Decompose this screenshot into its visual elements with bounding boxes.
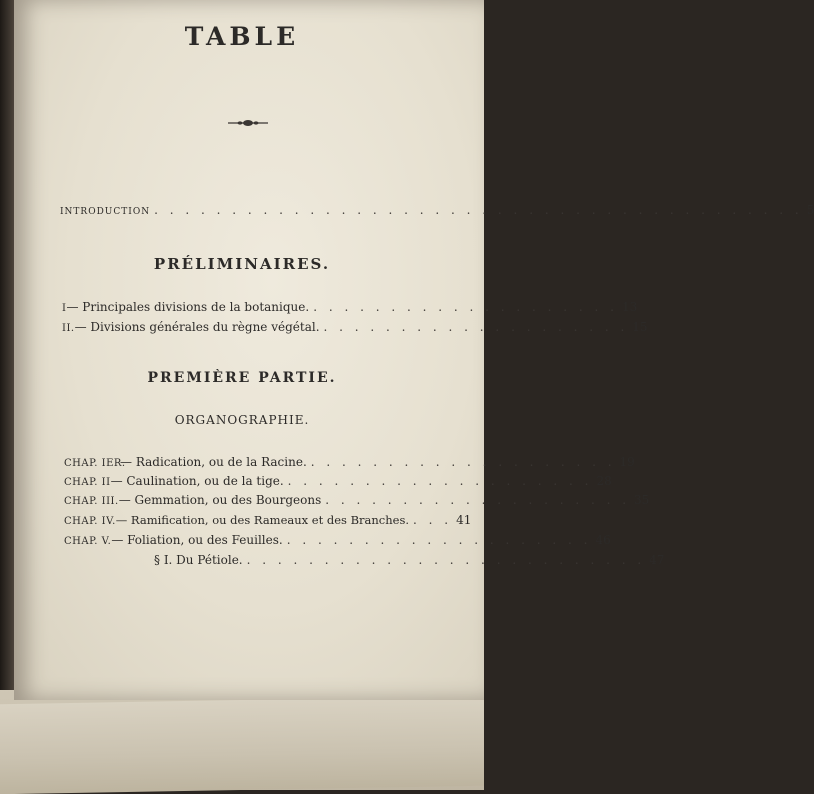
page-number: 46 (595, 533, 611, 547)
entry-number: I (62, 303, 67, 314)
page-number: 47 (649, 553, 665, 567)
intro-label: INTRODUCTION (60, 207, 151, 217)
toc-row (64, 493, 650, 507)
entry-text: — Foliation, ou des Feuilles. (111, 533, 283, 547)
leader-dots: . . . . . . . . . . . . . . . . . . . . (286, 533, 592, 547)
page-number: 15 (632, 320, 648, 334)
entry-text: — Radication, ou de la Racine. (120, 455, 307, 469)
ornament-rule (228, 117, 268, 129)
chapter-label: CHAP. III. (64, 496, 119, 507)
toc-row (64, 533, 611, 547)
page-number: 28 (596, 474, 612, 488)
toc-row (62, 300, 638, 314)
entry-text: — Ramification, ou des Rameaux et des Branches. (115, 513, 410, 527)
chapter-label: CHAP. V. (64, 536, 112, 547)
page-number: 41 (456, 513, 472, 527)
leader-dots: . . . . . . . . . . . . . . . . . . . . (310, 455, 616, 469)
entry-text: — Divisions générales du règne végétal. (74, 320, 320, 334)
next-page-edge (0, 696, 484, 794)
section-subheading: ORGANOGRAPHIE. (174, 413, 310, 427)
leader-dots: . . . . . . . . . . . . . . . . . . . . (325, 493, 631, 507)
chapter-label: CHAP. IER. (64, 458, 126, 469)
toc-row (64, 455, 635, 469)
page-number: 5 (806, 203, 814, 217)
leader-dots: . . . . . . . . . . . . . . . . . . . . (323, 320, 629, 334)
toc-row (154, 553, 665, 567)
chapter-label: CHAP. IV. (64, 516, 116, 527)
leader-dots: . . . . . . . . . . . . . . . . . . . . . . . . . . (246, 553, 646, 567)
chapter-label: CHAP. II (64, 477, 111, 488)
toc-row (62, 320, 648, 334)
toc-row (64, 474, 612, 488)
entry-number: II. (62, 323, 75, 334)
entry-text: — Principales divisions de la botanique. (66, 300, 310, 314)
entry-text: § I. Du Pétiole. (154, 553, 243, 567)
page-number: 19 (619, 455, 635, 469)
entry-text: — Gemmation, ou des Bourgeons (118, 493, 322, 507)
section-heading-preliminaires: PRÉLIMINAIRES. (153, 255, 331, 273)
leader-dots: . . . . . . . . . . . . . . . . . . . . (313, 300, 618, 314)
book-page (14, 0, 484, 700)
leader-dots: . . . . . . . . . . . . . . . . . . . . . . . . . . . . . . . . . . . . . . . . . . (154, 203, 803, 217)
section-heading-premiere-partie: PREMIÈRE PARTIE. (147, 370, 337, 386)
page-number: 35 (634, 493, 650, 507)
toc-intro-row (60, 203, 814, 217)
page-title: TABLE (184, 22, 300, 51)
leader-dots: . . . . . . . . . . . . . . . . . . . . (287, 474, 593, 488)
toc-row (64, 513, 472, 527)
leader-dots: . . . (413, 513, 453, 527)
entry-text: — Caulination, ou de la tige. (110, 474, 284, 488)
page-number: 13 (621, 300, 638, 314)
